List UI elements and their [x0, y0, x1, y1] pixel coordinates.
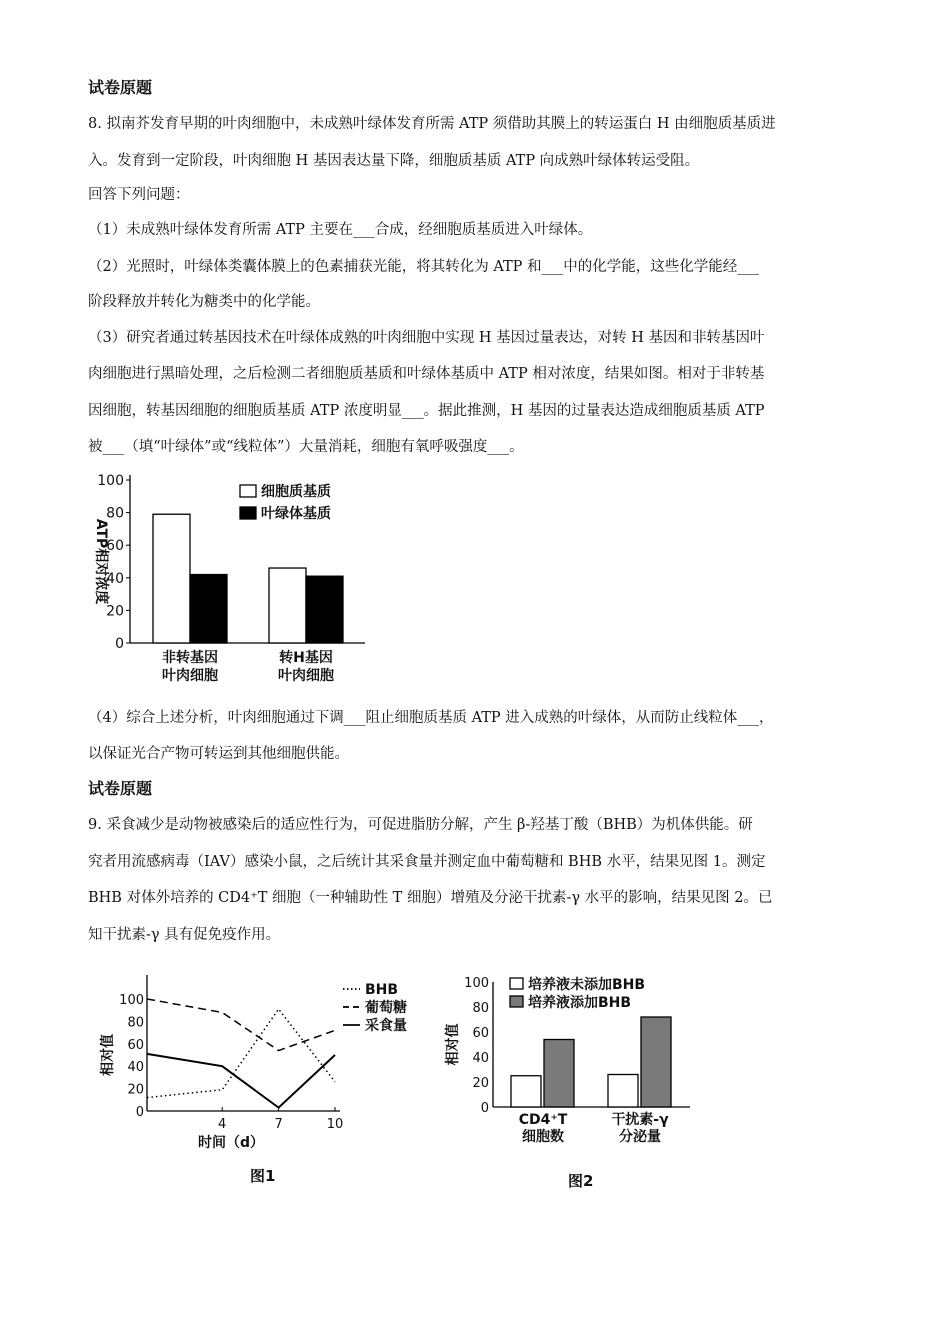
- q8-line: 因细胞，转基因细胞的细胞质基质 ATP 浓度明显___。据此推测，H 基因的过量表达造成细胞质基质 ATP: [88, 403, 765, 419]
- bar: [269, 568, 306, 643]
- q8-line: （1）未成熟叶绿体发育所需 ATP 主要在___合成，经细胞质基质进入叶绿体。: [88, 222, 593, 238]
- y-tick-label: 60: [106, 538, 124, 555]
- bar: [511, 1076, 541, 1107]
- x-category-label: CD4⁺T: [518, 1112, 568, 1128]
- x-category-label: 干扰素-γ: [611, 1112, 669, 1128]
- y-tick-label: 100: [464, 976, 489, 991]
- q9-line: BHB 对体外培养的 CD4⁺T 细胞（一种辅助性 T 细胞）增殖及分泌干扰素-γ 水平的影响，结果见图 2。已: [88, 890, 773, 906]
- q8-line: 回答下列问题：: [88, 187, 190, 203]
- bar: [306, 576, 343, 643]
- q8-line: 被___（填“叶绿体”或“线粒体”）大量消耗，细胞有氧呼吸强度___。: [88, 439, 524, 455]
- y-tick-label: 20: [106, 603, 124, 620]
- q9-line: 知干扰素-γ 具有促免疫作用。: [88, 927, 281, 943]
- y-axis-label: ATP相对浓度: [93, 518, 109, 605]
- bar: [190, 575, 227, 643]
- y-axis-label: 相对值: [445, 1023, 461, 1066]
- legend-swatch: [510, 996, 523, 1007]
- y-tick-label: 0: [115, 636, 124, 652]
- x-category-label: 分泌量: [619, 1129, 661, 1145]
- legend-swatch: [510, 978, 523, 989]
- bar: [544, 1040, 574, 1108]
- legend-label: 细胞质基质: [261, 484, 331, 500]
- q8-line: （4）综合上述分析，叶肉细胞通过下调___阻止细胞质基质 ATP 进入成熟的叶绿体，从而防止线粒体___，: [88, 710, 774, 726]
- legend-label: 培养液添加BHB: [528, 995, 632, 1011]
- legend-label: 葡萄糖: [365, 1000, 407, 1016]
- y-tick-label: 40: [472, 1051, 489, 1066]
- y-tick-label: 80: [127, 1015, 144, 1031]
- y-tick-label: 100: [97, 473, 124, 489]
- fig2-bar-chart: [435, 965, 700, 1155]
- y-tick-label: 60: [127, 1037, 144, 1053]
- bar: [153, 514, 190, 643]
- legend-label: BHB: [365, 982, 399, 998]
- y-tick-label: 40: [127, 1060, 144, 1076]
- x-category-label: 转H基因: [279, 650, 333, 666]
- y-tick-label: 0: [135, 1105, 144, 1120]
- q8-line: 8. 拟南芥发育早期的叶肉细胞中，未成熟叶绿体发育所需 ATP 须借助其膜上的转运蛋白 H 由细胞质基质进: [88, 116, 776, 132]
- y-tick-label: 0: [480, 1101, 489, 1116]
- bar: [608, 1075, 638, 1108]
- atp-bar-chart: [85, 465, 385, 695]
- q8-line: （3）研究者通过转基因技术在叶绿体成熟的叶肉细胞中实现 H 基因过量表达，对转 H 基因和非转基因叶: [88, 330, 765, 346]
- y-tick-label: 100: [119, 993, 144, 1008]
- q9-line: 9. 采食减少是动物被感染后的适应性行为，可促进脂肪分解，产生 β-羟基丁酸（BHB）为机体供能。研: [88, 817, 753, 833]
- x-tick-label: 10: [326, 1117, 344, 1132]
- x-tick-label: 7: [274, 1117, 283, 1132]
- series-line-dashed: [147, 999, 335, 1051]
- y-tick-label: 40: [106, 570, 124, 587]
- q8-line: 以保证光合产物可转运到其他细胞供能。: [88, 746, 349, 762]
- q8-line: （2）光照时，叶绿体类囊体膜上的色素捕获光能，将其转化为 ATP 和___中的化学能，这些化学能经___: [88, 259, 760, 275]
- series-line-dotted: [147, 1009, 335, 1097]
- y-tick-label: 80: [472, 1001, 489, 1016]
- x-category-label: 叶肉细胞: [162, 668, 218, 684]
- q9-line: 究者用流感病毒（IAV）感染小鼠，之后统计其采食量并测定血中葡萄糖和 BHB 水平，结果见图 1。测定: [88, 854, 766, 870]
- y-axis-label: 相对值: [100, 1034, 116, 1076]
- legend-label: 采食量: [365, 1018, 407, 1034]
- x-tick-label: 4: [218, 1117, 227, 1132]
- x-category-label: 非转基因: [162, 650, 218, 666]
- legend-label: 叶绿体基质: [261, 506, 331, 522]
- y-tick-label: 20: [127, 1082, 144, 1098]
- x-axis-label: 时间（d）: [197, 1135, 265, 1151]
- q8-line: 入。发育到一定阶段，叶肉细胞 H 基因表达量下降，细胞质基质 ATP 向成熟叶绿体转运受阻。: [88, 153, 700, 169]
- legend-swatch: [240, 485, 256, 497]
- legend-swatch: [240, 507, 256, 519]
- y-tick-label: 20: [472, 1076, 489, 1091]
- q8-line: 肉细胞进行黑暗处理，之后检测二者细胞质基质和叶绿体基质中 ATP 相对浓度，结果如图。相对于非转基: [88, 366, 765, 382]
- fig1-line-chart: [90, 970, 430, 1155]
- y-tick-label: 60: [472, 1026, 489, 1041]
- x-category-label: 细胞数: [522, 1129, 564, 1145]
- q9-heading: 试卷原题: [88, 779, 153, 798]
- x-category-label: 叶肉细胞: [278, 668, 334, 684]
- bar: [641, 1017, 671, 1107]
- legend-label: 培养液未添加BHB: [528, 977, 646, 993]
- fig1-caption: 图1: [250, 1167, 276, 1185]
- y-tick-label: 80: [106, 505, 124, 522]
- q8-heading: 试卷原题: [88, 78, 153, 97]
- q8-line: 阶段释放并转化为糖类中的化学能。: [88, 294, 320, 310]
- fig2-caption: 图2: [568, 1172, 594, 1190]
